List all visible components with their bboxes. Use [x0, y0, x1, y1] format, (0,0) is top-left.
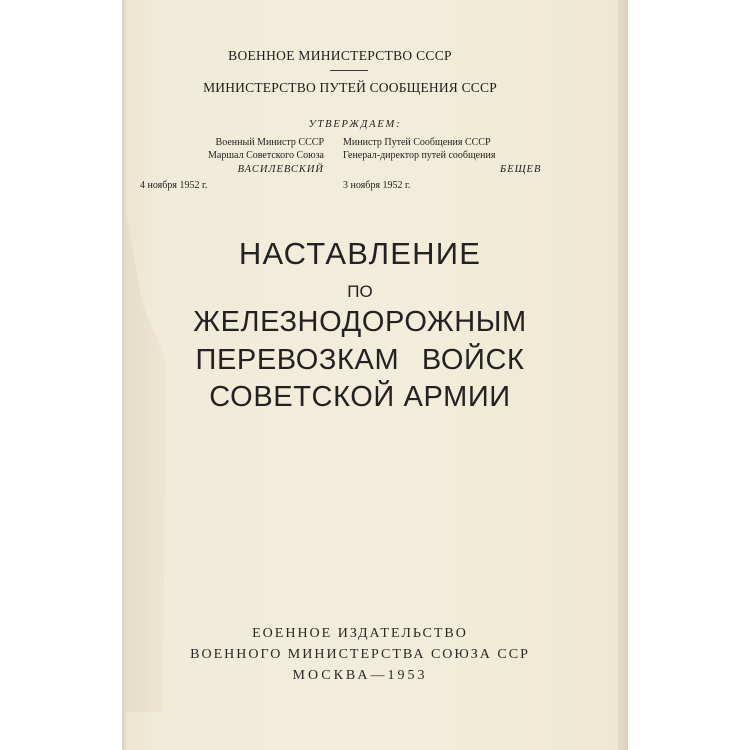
publisher-line-3: МОСКВА—1953: [292, 668, 428, 683]
right-approver-date: 3 ноября 1952 г.: [343, 180, 411, 191]
heading-divider: [330, 70, 368, 71]
approval-label: УТВЕРЖДАЕМ:: [308, 119, 402, 130]
left-approver-title: Военный Министр СССР: [215, 137, 324, 148]
title-line-4: ПЕРЕВОЗКАМ ВОЙСК: [195, 344, 525, 376]
left-approver-rank: Маршал Советского Союза: [208, 150, 324, 161]
publisher-line-1: ЕОЕННОЕ ИЗДАТЕЛЬСТВО: [252, 626, 468, 641]
publisher-line-2: ВОЕННОГО МИНИСТЕРСТВА СОЮЗА ССР: [190, 647, 530, 662]
left-approver-date: 4 ноября 1952 г.: [140, 180, 208, 191]
right-approver-title: Министр Путей Сообщения СССР: [343, 137, 491, 148]
ministry-heading-2: МИНИСТЕРСТВО ПУТЕЙ СООБЩЕНИЯ СССР: [203, 80, 497, 95]
title-line-1: НАСТАВЛЕНИЕ: [238, 236, 482, 271]
ministry-heading-1: ВОЕННОЕ МИНИСТЕРСТВО СССР: [228, 48, 452, 63]
title-line-2: ПО: [347, 282, 373, 301]
title-line-3: ЖЕЛЕЗНОДОРОЖНЫМ: [193, 306, 527, 338]
left-approver-signature: ВАСИЛЕВСКИЙ: [237, 164, 324, 175]
page-edge: [618, 0, 628, 750]
right-approver-rank: Генерал-директор путей сообщения: [343, 150, 496, 161]
right-approver-signature: БЕЩЕВ: [500, 164, 542, 175]
title-line-5: СОВЕТСКОЙ АРМИИ: [209, 381, 511, 413]
